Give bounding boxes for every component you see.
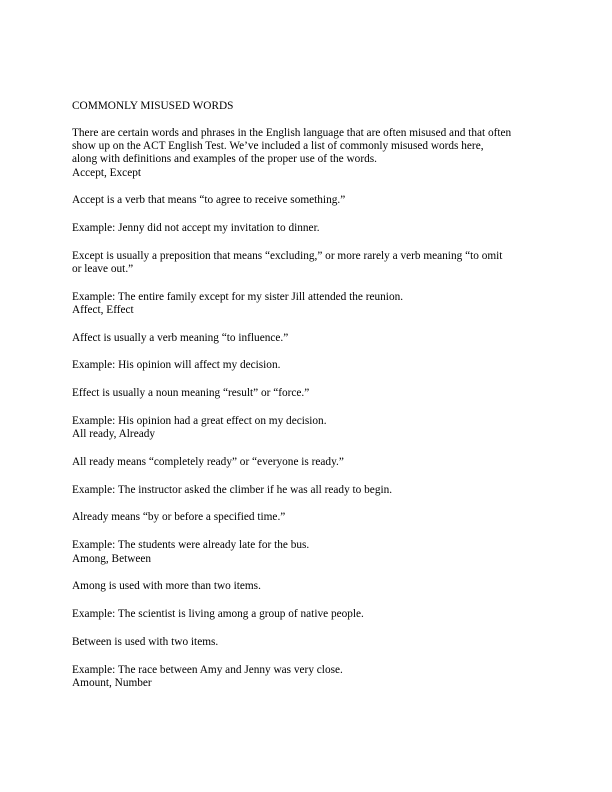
entry-example-affect: Example: His opinion will affect my decision. — [72, 359, 281, 371]
entry-example-among: Example: The scientist is living among a group of native people. — [72, 608, 364, 620]
entry-example-between: Example: The race between Amy and Jenny was very close. — [72, 664, 343, 676]
intro-line-3: along with definitions and examples of the proper use of the words. — [72, 153, 377, 165]
entry-definition-except-line-1: Except is usually a preposition that means “excluding,” or more rarely a verb meaning “to omit — [72, 250, 503, 262]
entry-heading-affect-effect: Affect, Effect — [72, 304, 134, 316]
entry-example-accept: Example: Jenny did not accept my invitation to dinner. — [72, 222, 320, 234]
entry-definition-accept: Accept is a verb that means “to agree to receive something.” — [72, 194, 346, 206]
entry-example-effect: Example: His opinion had a great effect on my decision. — [72, 415, 327, 427]
entry-heading-among-between: Among, Between — [72, 553, 152, 565]
entry-definition-among: Among is used with more than two items. — [72, 580, 261, 592]
entry-definition-except-line-2: or leave out.” — [72, 263, 134, 275]
entry-example-except: Example: The entire family except for my sister Jill attended the reunion. — [72, 291, 404, 303]
intro-line-2: show up on the ACT English Test. We’ve included a list of commonly misused words here, — [72, 140, 484, 152]
page-title: COMMONLY MISUSED WORDS — [72, 100, 234, 112]
entry-definition-between: Between is used with two items. — [72, 636, 219, 648]
intro-line-1: There are certain words and phrases in the English language that are often misused and that often — [72, 127, 512, 139]
entry-heading-accept-except: Accept, Except — [72, 167, 142, 179]
entry-example-already: Example: The students were already late for the bus. — [72, 539, 310, 551]
entry-definition-affect: Affect is usually a verb meaning “to influence.” — [72, 332, 289, 344]
entry-definition-already: Already means “by or before a specified time.” — [72, 511, 286, 523]
entry-definition-all-ready: All ready means “completely ready” or “everyone is ready.” — [72, 456, 344, 468]
entry-example-all-ready: Example: The instructor asked the climber if he was all ready to begin. — [72, 484, 393, 496]
entry-definition-effect: Effect is usually a noun meaning “result” or “force.” — [72, 387, 310, 399]
entry-heading-amount-number: Amount, Number — [72, 677, 152, 689]
entry-heading-all-ready-already: All ready, Already — [72, 428, 156, 440]
